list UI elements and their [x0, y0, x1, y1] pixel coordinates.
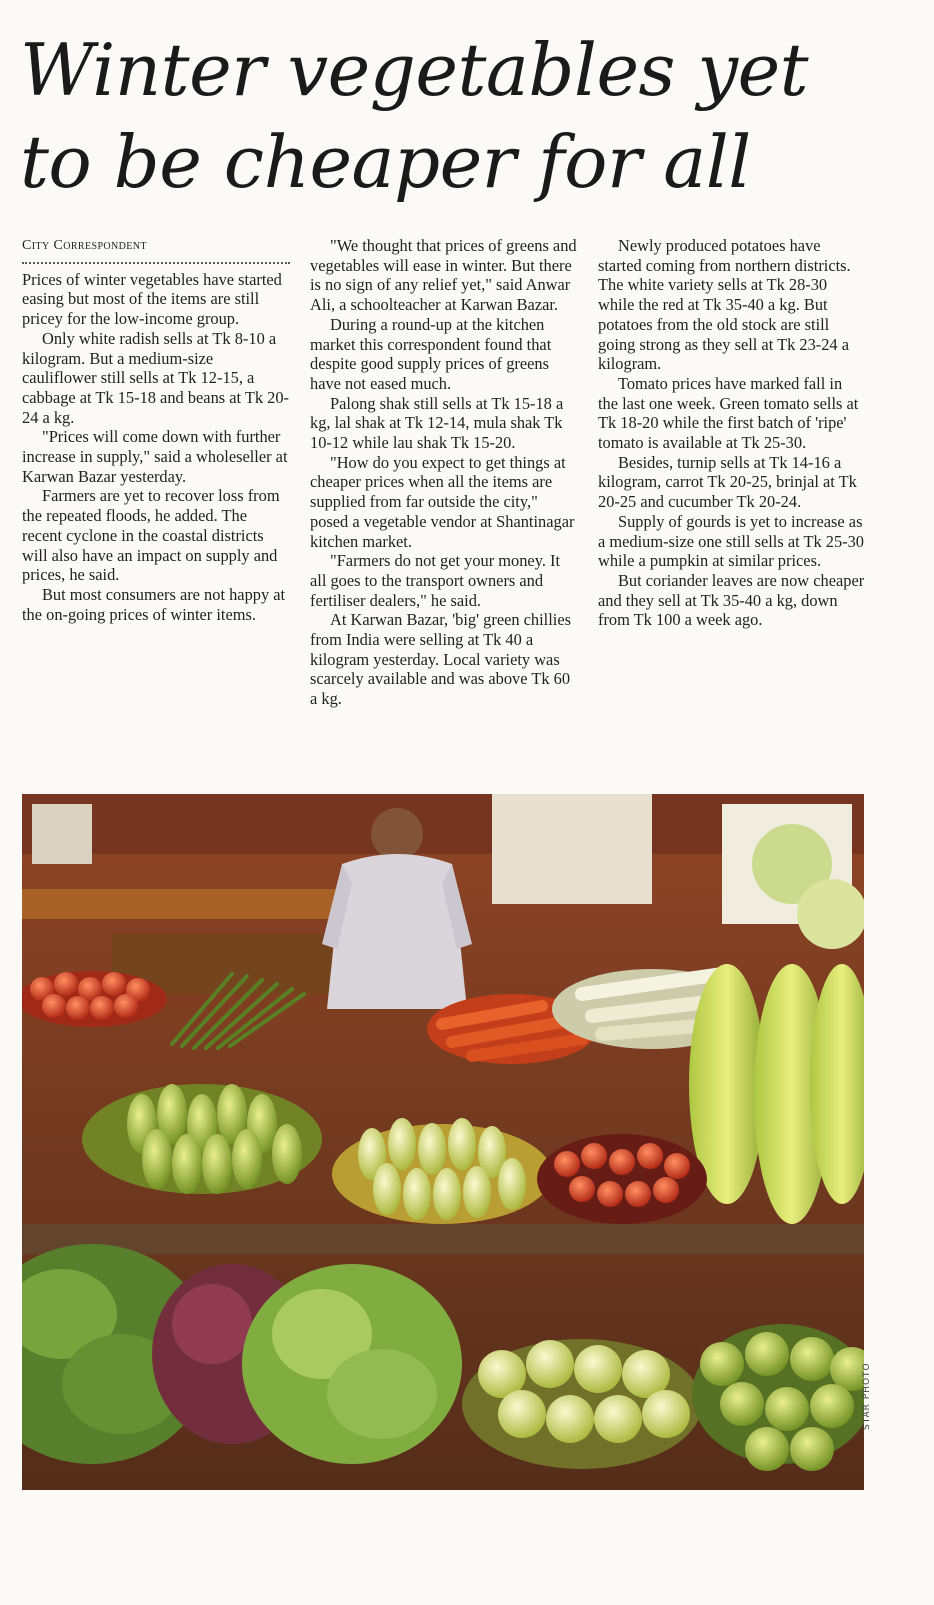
article-paragraph: "Prices will come down with further increase in supply," said a wholeseller at Karwan Bazar yesterday. — [22, 427, 288, 486]
article-paragraph: "We thought that prices of greens and vegetables will ease in winter. But there is no sign of any relief yet," said Anwar Ali, a schoolteacher at Karwan Bazar. — [310, 236, 577, 315]
article-paragraph: Supply of gourds is yet to increase as a medium-size one still sells at Tk 25-30 while a pumpkin at similar prices. — [598, 511, 864, 571]
article-paragraph: At Karwan Bazar, 'big' green chillies from India were selling at Tk 40 a kilogram yesterday. Local variety was scarcely available and was above Tk 60 a kg. — [310, 610, 572, 709]
article-paragraph: "Farmers do not get your money. It all goes to the transport owners and fertiliser dealers," he said. — [310, 551, 561, 610]
article-paragraph: Farmers are yet to recover loss from the repeated floods, he added. The recent cyclone in the coastal districts will also have an impact on supply and prices, he said. — [22, 486, 280, 585]
article-paragraph: During a round-up at the kitchen market this correspondent found that despite good supply prices of greens have not eased much. — [310, 314, 552, 393]
article-paragraph: Newly produced potatoes have started coming from northern districts. The white variety sells at Tk 28-30 while the red at Tk 35-40 a kg. But potatoes from the old stock are still going strong as they sell at Tk 23-24 a kilogram. — [598, 236, 851, 374]
article-paragraph: But most consumers are not happy at the on-going prices of winter items. — [22, 584, 286, 624]
article-column-2 — [310, 236, 578, 709]
article-paragraph: Only white radish sells at Tk 8-10 a kilogram. But a medium-size cauliflower still sells at Tk 12-15, a cabbage at Tk 15-18 and beans at Tk 20-24 a kg. — [22, 328, 290, 427]
article-paragraph: Palong shak still sells at Tk 15-18 a kg, lal shak at Tk 12-14, mula shak Tk 10-12 while lau shak Tk 15-20. — [310, 393, 564, 453]
photo-tint — [22, 794, 864, 1490]
article-paragraph: But coriander leaves are now cheaper and they sell at Tk 35-40 a kg, down from Tk 100 a week ago. — [598, 570, 865, 630]
vegetable-stall-illustration — [22, 794, 864, 1490]
article-column-3 — [598, 236, 866, 630]
headline — [20, 24, 920, 208]
article-paragraph: "How do you expect to get things at cheaper prices when all the items are supplied from far outside the city," posed a vegetable vendor at Shantinagar kitchen market. — [310, 452, 575, 551]
article-paragraph: Prices of winter vegetables have started easing but most of the items are still pricey for the low-income group. — [22, 269, 282, 329]
market-photo — [22, 794, 864, 1490]
headline-line-1: Winter vegetables yet — [20, 28, 809, 112]
photo-credit: STAR PHOTO — [862, 1362, 872, 1430]
article-column-1 — [22, 236, 290, 624]
byline: City Correspondent — [22, 236, 290, 264]
headline-line-2: to be cheaper for all — [20, 120, 751, 204]
article-paragraph: Besides, turnip sells at Tk 14-16 a kilogram, carrot Tk 20-25, brinjal at Tk 20-25 and cucumber Tk 20-24. — [598, 452, 857, 512]
article-paragraph: Tomato prices have marked fall in the last one week. Green tomato sells at Tk 18-20 while the first batch of 'ripe' tomato is available at Tk 25-30. — [598, 373, 859, 453]
